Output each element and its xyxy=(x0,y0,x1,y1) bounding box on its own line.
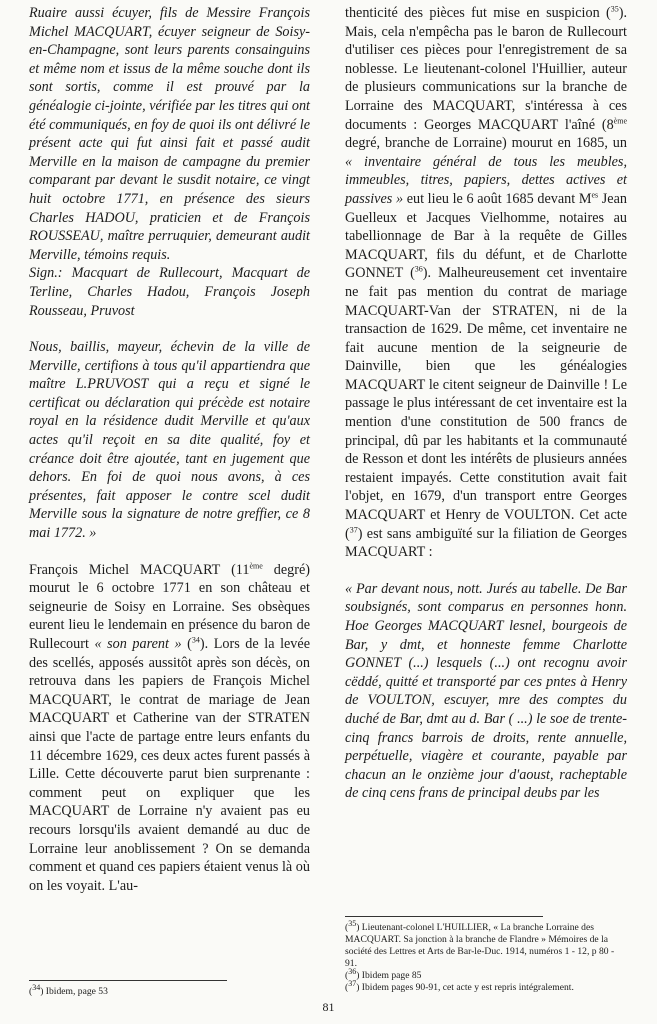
footnote-37: ($^{37}$) Ibidem pages 90-91, cet acte y est repris intégralement. xyxy=(345,978,574,993)
certification-paragraph: Nous, baillis, mayeur, échevin de la ville de Merville, certifions à tous qu'il appartiendra que maître L.PRUVOST qui a reçu et signé le certificat ou déclaration qui précède est notaire royal en la résidence dudit Merville et qu'aux actes qu'il reçoit en sa dite qualité, foy et créance doit être ajoutée, tant en jugement que dehors. En foi de quoi nous avons, à ces présentes, fait apposer le contre scel dudit Merville sous la signature de notre greffier, ce 8 mai 1772. » xyxy=(29,339,310,542)
footnote-divider-right xyxy=(345,916,543,917)
francois-michel-paragraph: François Michel MACQUART (11ème degré) mourut le 6 octobre 1771 en son château et seigneurie de Soisy en Lorraine. Ses obsèques eurent lieu le lendemain en présence du baron de Rullecourt « son parent » ($^{34}$). Lors de la levée des scellés, apposés aussitôt après son décès, on retrouva dans les papiers de François Michel MACQUART, le contrat de mariage de Jean MACQUART et Catherine van der STRATEN ainsi que l'acte de partage entre leurs enfants du 11 décembre 1629, ces deux actes furent passés à Lille. Cette découverte parut bien surprenante : comment peut on expliquer que les MACQUART de Lorraine n'y avaient pas eu recours lorsqu'ils avaient demandé au duc de Lorraine leur anoblissement ? On se demanda comment et quand ces papiers étaient venus là où on les voyait. L'au- xyxy=(29,560,311,894)
footnote-36: ($^{36}$) Ibidem page 85 xyxy=(345,966,422,981)
footnotes-right xyxy=(345,918,627,994)
authenticity-paragraph: thenticité des pièces fut mise en suspicion ($^{35}$). Mais, cela n'empêcha pas le baron de Rullecourt d'utiliser ces pièces pour l'enregistrement de sa noblesse. Le lieutenant-colonel l'Huillier, auteur de plusieurs communications sur la branche de Lorraine des MACQUART, s'intéressa à ces documents : Georges MACQUART l'aîné (8ème degré, branche de Lorraine) mourut en 1685, un « inventaire général de tous les meubles, immeubles, titres, papiers, dettes actives et passives » eut lieu le 6 août 1685 devant $M^{es}$ Jean Guelleux et Jacques Vielhomme, notaires au tabellionnage de Bar à la requête de Gilles MACQUART, fils du défunt, et de Charlotte GONNET ($^{36}$). Malheureusement cet inventaire ne fait pas mention du contrat de mariage MACQUART-Van der STRATEN, ni de la transaction de 1629. De même, cet inventaire ne fait aucune mention de la seigneurie de Dainville, bien que les généalogies MACQUART le citent seigneur de Dainville ! Le passage le plus intéressant de cet inventaire est la mention d'une constitution de 500 francs de principal, dû par les habitants et la communauté de Resson et dont les intérêts de plusieurs années restaient impayés. Cette constitution avait fait l'objet, en 1679, d'un transport entre Georges MACQUART et Henry de VOULTON. Cet acte ($^{37}$) est sans ambiguïté sur la filiation de Georges MACQUART : xyxy=(345,4,627,561)
page-number: 81 xyxy=(322,1000,335,1014)
quoted-deed-text: « Par devant nous, nott. Jurés au tabelle. De Bar soubsignés, sont comparus en personnes honn. Hoe Georges MACQUART lesnel, bourgeois de Bar, y dmt, et honneste femme Charlotte GONNET (...) lesquels (...) ont recognu avoir cëddé, quitté et transporté par ces pntes à Henry de VOULTON, escuyer, mre des comptes du duché de Bar, dmt au d. Bar ( ...) le soe de trente-cinq francs barrois de droits, rente annuelle, perpétuelle, viagère et courante, payable par chacun an le onzième jour d'aoust, racheptable de cinq cens frans de principal deubs par les xyxy=(345,580,627,802)
footnote-35: ($^{35}$) Lieutenant-colonel L'HUILLIER, « La branche Lorraine des MACQUART. Sa jonction à la branche de Flandre » Mémoires de la société des Lettres et Arts de Bar-le-Duc. 1914, numéros 1 - 12, p 80 - 91. xyxy=(345,918,615,969)
notarial-act-text: Ruaire aussi écuyer, fils de Messire François Michel MACQUART, écuyer seigneur de Soisy-en-Champagne, sont leurs parents consainguins et même nom et issus de la même souche dont ils sont sortis, comme il est prouvé par la généalogie ci-jointe, vérifiée par les titres qui ont été communiqués, en foy de quoi ils ont délivré le présent acte qui fut ainsi fait et passé audit Merville en la maison de campagne du premier comparant par devant le susdit notaire, ce vingt huit octobre 1771, en présence des sieurs Charles HADOU, praticien et de François ROUSSEAU, maître perruquier, demeurant audit Merville, témoins requis. xyxy=(29,5,310,263)
signatures-line: Sign.: Macquart de Rullecourt, Macquart de Terline, Charles Hadou, François Joseph Rousseau, Pruvost xyxy=(29,265,310,319)
footnote-34: ($^{34}$) Ibidem, page 53 xyxy=(29,982,108,997)
left-column xyxy=(29,4,310,895)
right-column xyxy=(345,4,627,803)
footnote-divider-left xyxy=(29,980,227,981)
